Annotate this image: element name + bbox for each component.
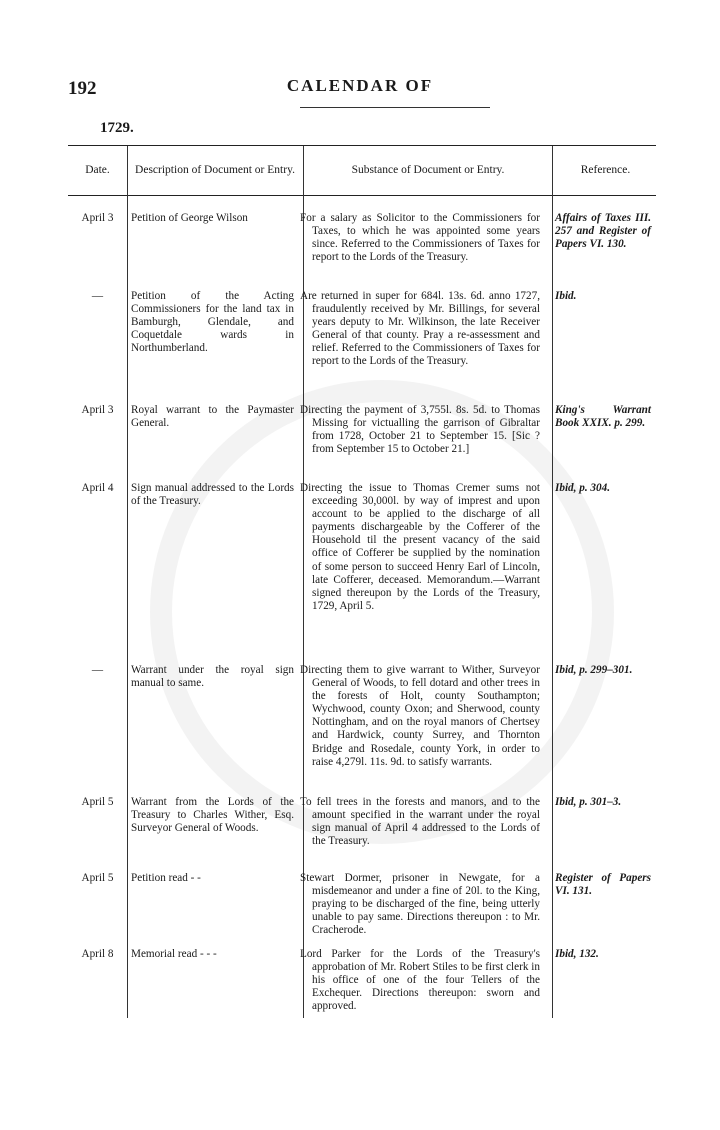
row-substance: Are returned in super for 684l. 13s. 6d. anno 1727, fraudulently received by Mr. Billings, for several years deputy to Mr. Wilkinson, the late Receiver General of that county. Pray a re-assessment and relief. Referred to the Commissioners of Taxes for report to the Lords of the Treasury.	[300, 290, 540, 368]
year-heading: 1729.	[100, 120, 134, 136]
row-description: Warrant from the Lords of the Treasury to Charles Wither, Esq. Surveyor General of Woods.	[131, 796, 294, 835]
row-substance: To fell trees in the forests and manors, and to the amount specified in the warrant under the royal sign manual of April 4 addressed to the Lords of the Treasury.	[300, 796, 540, 848]
header-rule	[300, 107, 490, 108]
column-header-substance: Substance of Document or Entry.	[351, 164, 505, 177]
row-description: Petition of George Wilson	[131, 212, 248, 224]
row-reference: Ibid.	[555, 290, 577, 302]
row-reference: Ibid, p. 301–3.	[555, 796, 622, 808]
row-date: —	[91, 664, 104, 676]
column-header-date: Date.	[85, 164, 110, 177]
row-date: April 8	[81, 948, 114, 960]
row-substance: Directing them to give warrant to Wither, Surveyor General of Woods, to fell dotard and other trees in the forests of Holt, county Southampton; Wychwood, county Oxon; and Sherwood, county Nottingham, and on the royal manors of Chertsey and Hardwick, county Surrey, and Thornton Bridge and Rosedale, county York, in order to raise 4,279l. 11s. 9d. to satisfy warrants.	[300, 664, 540, 768]
column-divider	[127, 146, 128, 1018]
row-description: Petition read - -	[131, 872, 201, 884]
row-substance: Stewart Dormer, prisoner in Newgate, for a misdemeanor and under a fine of 20l. to the King, praying to be discharged of the fine, being utterly unable to pay same. Directions thereupon : to Mr. Cracherode.	[300, 872, 540, 937]
running-title: CALENDAR OF	[286, 76, 434, 95]
row-reference: Affairs of Taxes III. 257 and Register of Papers VI. 130.	[555, 212, 651, 251]
row-date: April 5	[81, 796, 114, 808]
row-reference: Ibid, p. 304.	[555, 482, 611, 494]
row-description: Warrant under the royal sign manual to same.	[131, 664, 294, 690]
row-substance: Directing the issue to Thomas Cremer sums not exceeding 30,000l. by way of imprest and upon account to be applied to the discharge of all payments dischargeable by the Cofferer of the Household til the present vacancy of the said office of Cofferer be supplied by the nomination of some person to succeed Henry Earl of Lincoln, late Cofferer, deceased. Memorandum.—Warrant signed thereupon by the Lords of the Treasury, 1729, April 5.	[300, 482, 540, 612]
row-reference: Register of Papers VI. 131.	[555, 872, 651, 898]
row-date: April 4	[81, 482, 114, 494]
row-reference: King's Warrant Book XXIX. p. 299.	[555, 404, 651, 430]
column-divider	[552, 146, 553, 1018]
row-date: April 3	[81, 212, 114, 224]
row-substance: For a salary as Solicitor to the Commissioners for Taxes, to which he was appointed some years since. Referred to the Commissioners of Taxes for report to the Lords of the Treasury.	[300, 212, 540, 264]
row-substance: Directing the payment of 3,755l. 8s. 5d. to Thomas Missing for victualling the garrison of Gibraltar from 1728, October 21 to September 15. [Sic ? from September 15 to October 21.]	[300, 404, 540, 456]
row-date: April 5	[81, 872, 114, 884]
row-reference: Ibid, 132.	[555, 948, 599, 960]
column-header-reference: Reference.	[580, 164, 631, 177]
column-header-description: Description of Document or Entry.	[135, 164, 295, 177]
row-substance: Lord Parker for the Lords of the Treasury's approbation of Mr. Robert Stiles to be first clerk in his office of one of the four Tellers of the Exchequer. Directions thereupon: sworn and approved.	[300, 948, 540, 1013]
row-reference: Ibid, p. 299–301.	[555, 664, 633, 676]
row-description: Royal warrant to the Paymaster General.	[131, 404, 294, 430]
page-number: 192	[68, 78, 97, 99]
row-description: Memorial read - - -	[131, 948, 217, 960]
row-date: —	[91, 290, 104, 302]
row-description: Sign manual addressed to the Lords of the Treasury.	[131, 482, 294, 508]
row-date: April 3	[81, 404, 114, 416]
table-header-rule	[68, 195, 656, 196]
row-description: Petition of the Acting Commissioners for the land tax in Bamburgh, Glendale, and Coquetdale wards in Northumberland.	[131, 290, 294, 355]
